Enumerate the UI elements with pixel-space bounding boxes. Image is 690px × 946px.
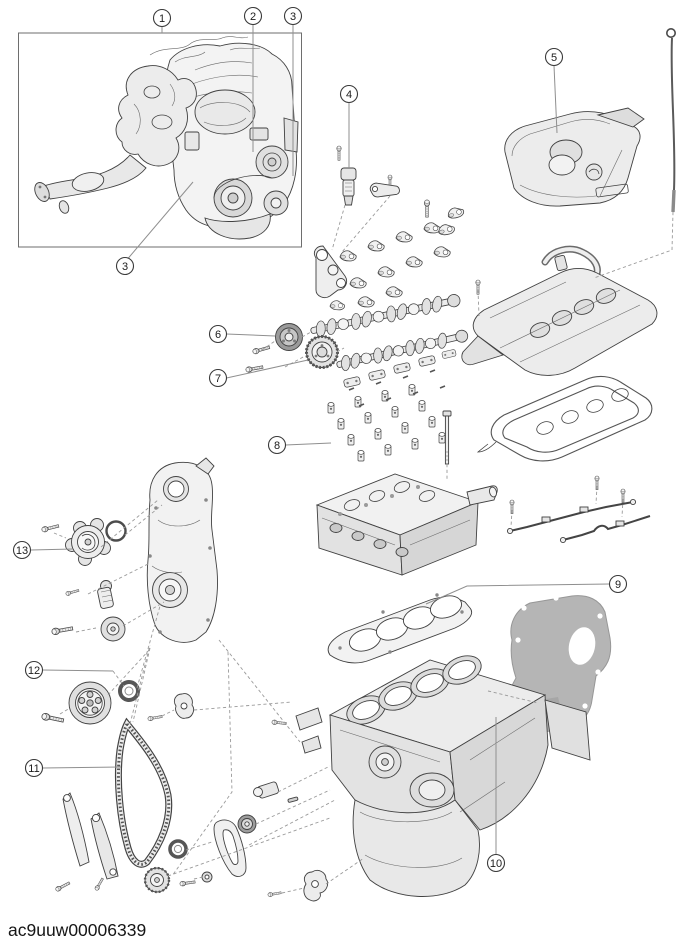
camshaft-exhaust [309, 290, 462, 340]
engine-assembly-illustration [32, 37, 298, 239]
callout-2-label: 2 [249, 11, 257, 23]
head-cover-gasket [478, 376, 652, 460]
harness-brackets [507, 476, 650, 543]
callout-9 [610, 576, 627, 593]
callout-13 [14, 542, 31, 559]
camshaft-sprocket [252, 324, 302, 355]
callout-3-top [285, 8, 302, 25]
callout-1-label: 1 [158, 13, 166, 25]
crankshaft-pulley [41, 682, 138, 724]
callout-11-label: 11 [28, 763, 40, 775]
callout-5-label: 5 [550, 52, 558, 64]
callout-3-bottom-label: 3 [121, 261, 129, 273]
camshaft-position-sensor [370, 175, 400, 198]
callout-13-label: 13 [15, 545, 29, 557]
rocker-arms [314, 200, 465, 310]
callout-12 [26, 662, 43, 679]
belt-tensioner [51, 581, 125, 642]
callout-7-label: 7 [214, 373, 222, 385]
callout-1 [154, 10, 171, 27]
callout-10-label: 10 [489, 858, 503, 870]
cylinder-head-cover [462, 249, 657, 375]
callout-10 [488, 855, 505, 872]
callout-6-label: 6 [214, 329, 222, 341]
callout-7 [210, 370, 227, 387]
callout-12-label: 12 [27, 665, 41, 677]
callout-8 [269, 437, 286, 454]
callout-6 [210, 326, 227, 343]
cylinder-head [317, 474, 498, 575]
callout-2 [245, 8, 262, 25]
callout-9-label: 9 [614, 579, 622, 591]
callout-3-top-label: 3 [289, 11, 297, 23]
figure-code: ac9uuw00006339 [8, 920, 147, 940]
callout-5 [546, 49, 563, 66]
oil-dipstick [667, 29, 675, 212]
oil-control-valve [337, 146, 356, 205]
callout-4-label: 4 [345, 89, 353, 101]
callout-4 [341, 86, 358, 103]
callout-8-label: 8 [273, 440, 281, 452]
chain-guide [55, 793, 118, 892]
water-pump [41, 519, 125, 566]
callout-3-bottom [117, 258, 134, 275]
timing-chain [118, 724, 168, 864]
callout-11 [26, 760, 43, 777]
engine-cover [505, 108, 644, 206]
head-gasket [328, 592, 471, 663]
